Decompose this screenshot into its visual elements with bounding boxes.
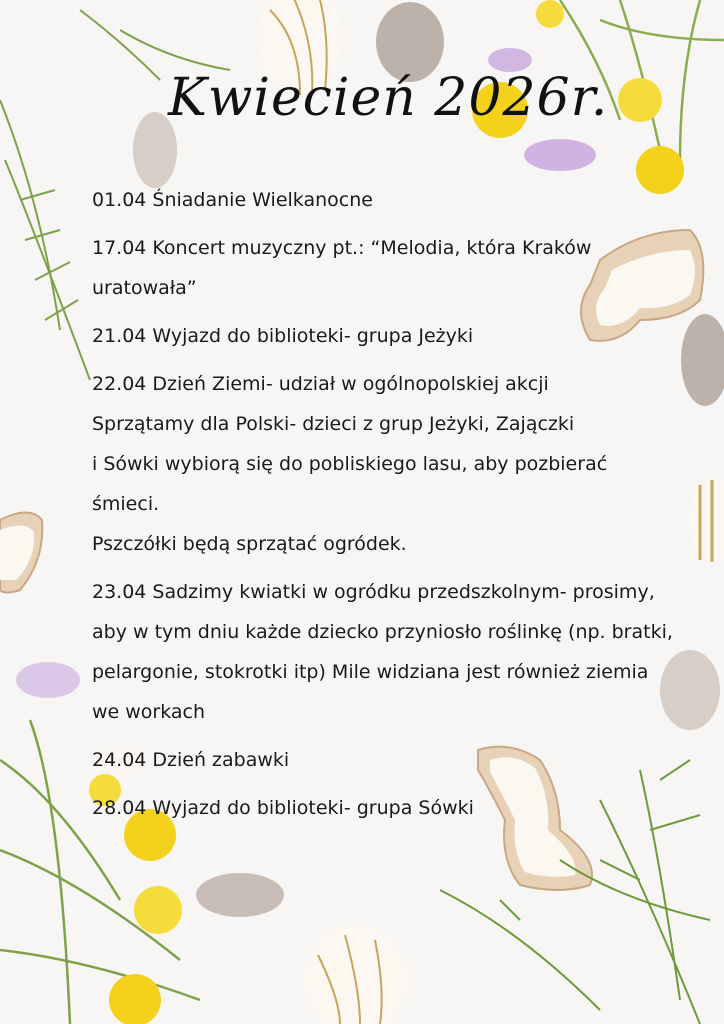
feather-bottom [196,873,284,917]
easter-egg-right [689,478,724,562]
wooden-bunny-left [0,513,42,593]
event-date: 17.04 [92,237,147,259]
event-text: Dzień zabawki [152,749,290,771]
event-text: aby w tym dniu każde dziecko przyniosło roślinkę (np. bratki, [92,621,673,643]
easter-egg-bottom [304,924,408,1024]
event-text: Śniadanie Wielkanocne [152,189,373,211]
event-date: 01.04 [92,189,147,211]
event-text: Pszczółki będą sprzątać ogródek. [92,533,407,555]
event-item [92,180,692,220]
event-date: 21.04 [92,325,147,347]
event-date: 23.04 [92,581,147,603]
event-text: Dzień Ziemi- udział w ogólnopolskiej akcji [152,373,549,395]
event-item [92,740,692,780]
event-text: i Sówki wybiorą się do pobliskiego lasu, aby pozbierać [92,453,608,475]
event-date: 22.04 [92,373,147,395]
event-text: śmieci. [92,493,160,515]
event-text: Koncert muzyczny pt.: “Melodia, która Kraków [152,237,592,259]
event-text: Sadzimy kwiatki w ogródku przedszkolnym- prosimy, [152,581,655,603]
event-text: Wyjazd do biblioteki- grupa Jeżyki [152,325,474,347]
event-item [92,572,692,732]
event-date: 24.04 [92,749,147,771]
event-text: Wyjazd do biblioteki- grupa Sówki [152,797,474,819]
event-text: we workach [92,701,206,723]
event-item [92,228,692,308]
event-item [92,364,692,564]
event-item [92,788,692,828]
event-text: uratowała” [92,277,197,299]
event-item [92,316,692,356]
event-text: pelargonie, stokrotki itp) Mile widziana jest również ziemia [92,661,649,683]
page-title: Kwiecień 2026r. [168,68,609,128]
event-text: Sprzątamy dla Polski- dzieci z grup Jeżyki, Zajączki [92,413,575,435]
event-date: 28.04 [92,797,147,819]
event-list [92,180,692,836]
